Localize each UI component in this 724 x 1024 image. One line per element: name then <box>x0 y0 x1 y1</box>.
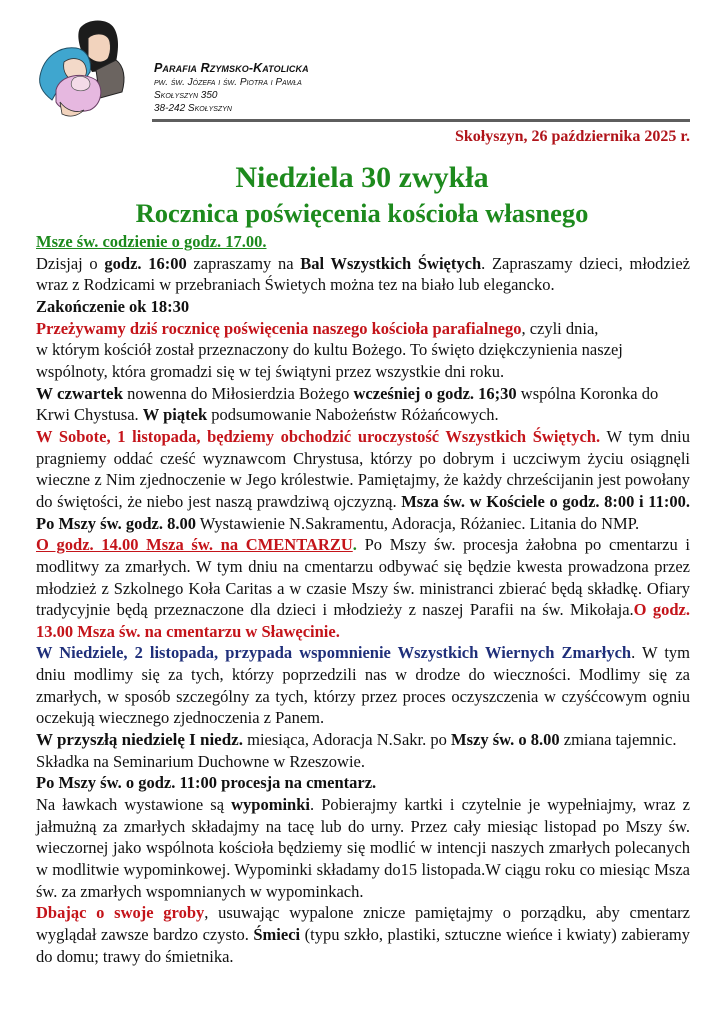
announcement-paragraph <box>36 253 690 296</box>
emphasized-text-run: godz. 16:00 <box>104 253 187 273</box>
announcement-paragraph <box>36 426 690 534</box>
parish-postal: 38-242 Skołyszyn <box>154 103 232 114</box>
text-run: , czyli dnia, <box>521 318 599 338</box>
emphasized-text-run: Mszy św. o 8.00 <box>451 730 560 750</box>
emphasized-text-run: . <box>352 535 357 555</box>
text-run: . Zapraszamy dzieci, młodzież wraz z Rodzicami w przebraniach Świetych można tez na biało lub elegancko. <box>36 253 690 295</box>
page-title: Niedziela 30 zwykła <box>235 161 489 194</box>
announcement-paragraph <box>36 902 690 967</box>
text-run: (typu szkło, plastiki, sztuczne wieńce i kwiaty) zabieramy do domu; trawy do śmietnika. <box>36 925 691 966</box>
announcement-paragraph <box>36 642 690 729</box>
emphasized-text-run: W Niedziele, 2 listopada, przypada wspomnienie Wszystkich Wiernych Zmarłych <box>36 643 632 663</box>
emphasized-text-run: Przeżywamy dziś rocznicę poświęcenia naszego kościoła parafialnego <box>36 318 522 338</box>
text-run: W tym dniu pragniemy oddać cześć wyznawcom Chrystusa, którzy po dobrym i uczciwym życiu osiągnęli wieczne z Nim zjednoczenie w Jego królestwie. Pamiętajmy, że każdy chrześcijanin jest powołany do świętości, że niebo jest naszą prawdziwą ojczyzną. <box>36 426 690 511</box>
emphasized-text-run: W Sobote, 1 listopada, będziemy obchodzić uroczystość Wszystkich Świętych. <box>36 426 601 446</box>
announcement-paragraph <box>36 794 690 902</box>
text-run: Wystawienie N.Sakramentu, Adoracja, Różaniec. Litania do NMP. <box>195 513 640 533</box>
emphasized-text-run: Zakończenie ok 18:30 <box>36 296 190 316</box>
announcement-paragraph <box>36 296 690 318</box>
header-divider <box>152 119 690 122</box>
emphasized-text-run: wypominki <box>231 795 310 815</box>
underlined-text-run: O godz. 14.00 Msza św. na CMENTARZU <box>36 535 353 555</box>
emphasized-text-run: Po Mszy św. o godz. 11:00 procesja na cmentarz. <box>36 773 377 793</box>
emphasized-text-run: W czwartek <box>36 383 124 403</box>
text-run: wspólna Koronka do Krwi Chystusa. <box>36 383 659 425</box>
emphasized-text-run: Śmieci <box>253 925 301 944</box>
parish-patrons: pw. św. Józefa i św. Piotra i Pawła <box>154 77 302 88</box>
announcement-paragraph <box>36 231 690 253</box>
text-run: , usuwając wypalone znicze pamiętajmy o porządku, aby cmentarz wyglądał zawsze bardzo czysto. <box>36 903 690 944</box>
announcement-paragraph <box>36 729 690 772</box>
parish-address: Skołyszyn 350 <box>154 90 218 101</box>
underlined-text-run: Msze św. codzienie o godz. 17.00. <box>36 232 267 251</box>
emphasized-text-run: O godz. 13.00 Msza św. na cmentarzu w Sławęcinie. <box>36 600 690 641</box>
page-subtitle: Rocznica poświęcenia kościoła własnego <box>135 198 589 228</box>
date-line: Skołyszyn, 26 października 2025 r. <box>455 128 690 145</box>
text-run: zapraszamy na <box>186 253 301 273</box>
emphasized-text-run: W przyszłą niedzielę I niedz. <box>36 730 243 750</box>
announcement-paragraph <box>36 318 690 383</box>
text-run: zmiana tajemnic. Składka na Seminarium Duchowne w Rzeszowie. <box>36 730 677 771</box>
holy-family-icon <box>30 14 132 118</box>
announcements-body <box>36 231 690 967</box>
announcement-paragraph <box>36 534 690 642</box>
text-run: Na ławkach wystawione są <box>36 795 232 815</box>
text-run: miesiąca, Adoracja N.Sakr. po <box>242 730 452 750</box>
emphasized-text-run: wcześniej o godz. 16;30 <box>353 383 517 403</box>
text-run: Dzisjaj o <box>36 253 105 273</box>
announcement-paragraph <box>36 383 690 426</box>
emphasized-text-run: Dbając o swoje groby <box>36 903 205 923</box>
text-run: . W tym dniu modlimy się za tych, którzy poprzedzili nas w drodze do wieczności. Modlimy się za zmarłych, w sposób szczególny za tych, którzy przez proces oczyszczenia w czyśćcowym ogniu oczekują wiecznego zjednoczenia z Panem. <box>36 643 690 728</box>
emphasized-text-run: Msza św. w Kościele o godz. 8:00 i 11:00. Po Mszy św. godz. 8.00 <box>36 491 690 533</box>
emphasized-text-run: Bal Wszystkich Świętych <box>300 253 482 273</box>
text-run: nowenna do Miłosierdzia Bożego <box>123 383 354 403</box>
announcement-paragraph <box>36 772 690 794</box>
emphasized-text-run: W piątek <box>142 405 208 425</box>
text-run: podsumowanie Nabożeństw Różańcowych. <box>207 405 499 425</box>
text-run: . Pobierajmy kartki i czytelnie je wypełniajmy, wraz z jałmużną za zmarłych składajmy na tacę lub do urny. Przez cały miesiąc listopad po Mszy św. wieczornej jako wspólnota kościoła będziemy się modlić w intencji naszych zmarłych polecanych w modlitwie wypominkowej. Wypominki składamy do15 listopada.W ciągu roku co miesiąc Msza św. za zmarłych wspomnianych w wypominkach. <box>36 795 690 901</box>
text-run: w którym kościół został przeznaczony do kultu Bożego. To święto dziękczynienia naszej wspólnoty, która gromadzi się w tej świątyni przez wszystkie dni roku. <box>36 340 623 381</box>
text-run: Po Mszy św. procesja żałobna po cmentarzu i modlitwy za zmarłych. W tym dniu na cmentarzu odbywać się będzie kwesta prowadzona przez młodzież z Szkolnego Koła Caritas a w czasie Mszy św. ministranci zbierać będą składkę. Ofiary tradycyjnie będą przeznaczone dla dzieci i młodzieży z naszej Parafii na św. Mikołaja. <box>36 535 690 620</box>
parish-name: Parafia Rzymsko-Katolicka <box>154 61 309 75</box>
parish-header <box>154 61 309 115</box>
